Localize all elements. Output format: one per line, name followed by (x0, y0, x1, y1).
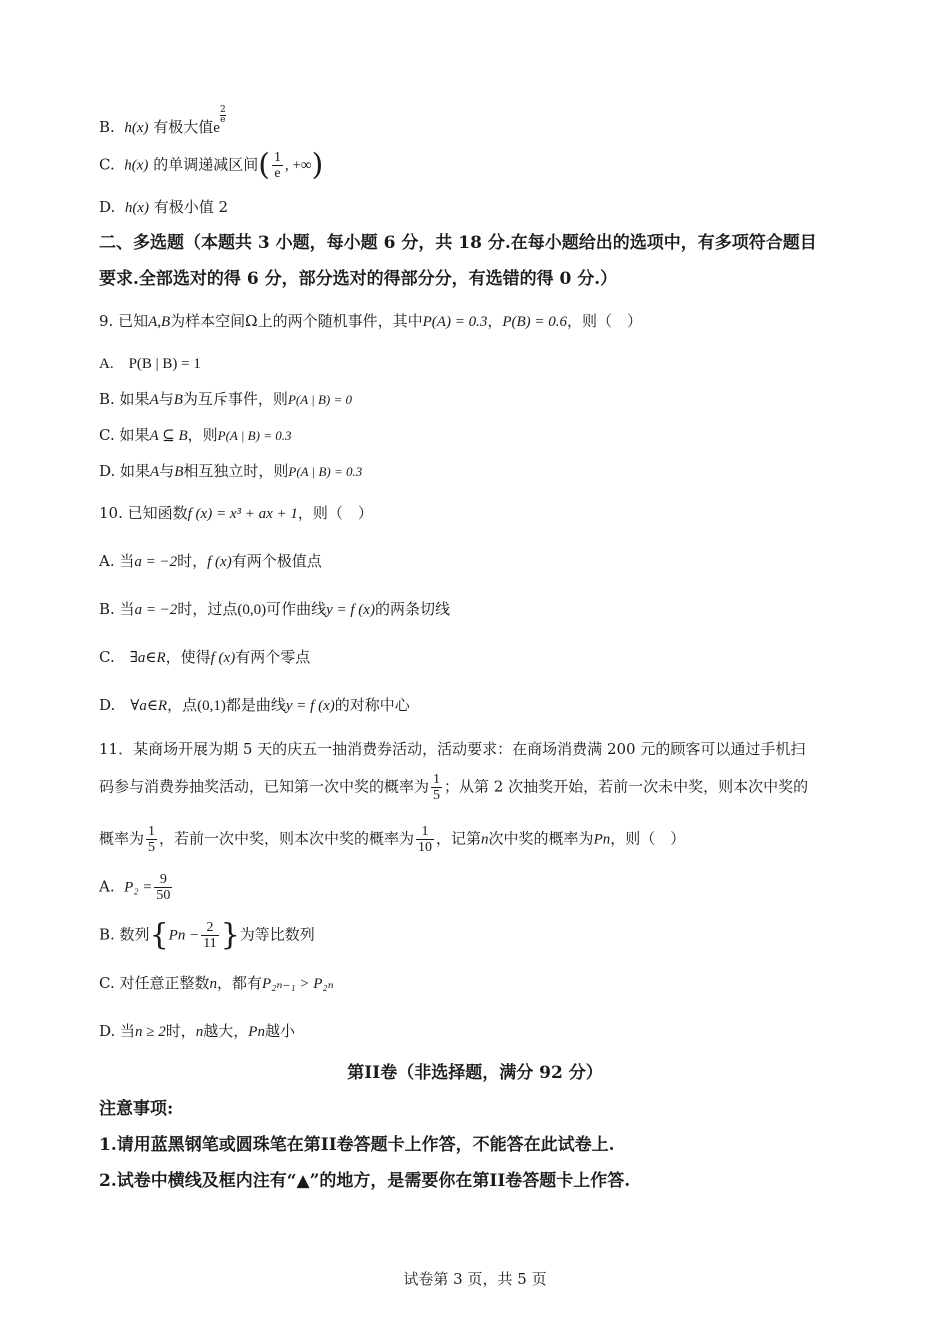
q10-option-c: C. ∃a∈R，使得f (x)有两个零点 (99, 648, 311, 666)
q11-option-d: D. 当n ≥ 2时，n越大，Pn越小 (99, 1022, 295, 1040)
q11-stem-line3: 概率为 $\frac{1}{5}$ ，若前一次中奖，则本次中奖的概率为 $\frac{1}{10}$ ，记第n次中奖的概率为Pn，则（ ） (99, 824, 686, 855)
notice-rule-2: 2.试卷中横线及框内注有“▲”的地方，是需要你在第II卷答题卡上作答. (99, 1171, 631, 1191)
q9-option-c: C. 如果A ⊆ B，则P(A | B) = 0.3 (99, 426, 292, 444)
q10-option-a: A. 当a = −2时，f (x)有两个极值点 (99, 552, 322, 570)
q11-stem-line2: 码参与消费券抽奖活动，已知第一次中奖的概率为 $\frac{1}{5}$ ；从第 2 次抽奖开始，若前一次未中奖，则本次中奖的 (99, 772, 809, 803)
q9-stem: 9. 已知A,B为样本空间Ω上的两个随机事件，其中P(A) = 0.3，P(B) = 0.6，则（ ） (99, 312, 643, 330)
q10-option-b: B. 当a = −2时，过点(0,0)可作曲线y = f (x)的两条切线 (99, 600, 450, 618)
section2-heading-line1: 二、多选题（本题共 3 小题，每小题 6 分，共 18 分.在每小题给出的选项中，有多项符合题目 (99, 233, 817, 253)
section2-heading-line2: 要求.全部选对的得 6 分，部分选对的得部分分，有选错的得 0 分.） (99, 269, 618, 289)
part2-title: 第II卷（非选择题，满分 92 分） (347, 1063, 603, 1083)
q10-stem: 10. 已知函数f (x) = x³ + ax + 1，则（ ） (99, 504, 373, 522)
q11-option-c: C. 对任意正整数n，都有P₂ₙ₋₁ > P₂ₙ (99, 974, 334, 992)
q8-option-d: D. h(x) 有极小值 2 (99, 198, 229, 216)
q11-option-a: A. P₂ = $\frac{9}{50}$ (99, 872, 171, 903)
notice-rule-1: 1.请用蓝黑钢笔或圆珠笔在第II卷答题卡上作答，不能答在此试卷上. (99, 1135, 615, 1155)
q8-option-c: C. h(x) 的单调递减区间( $\frac{1}{e}$ , +∞) (99, 147, 324, 183)
q11-option-b: B. 数列{Pn − $\frac{2}{11}$ }为等比数列 (99, 917, 315, 953)
q10-option-d: D. ∀a∈R，点(0,1)都是曲线y = f (x)的对称中心 (99, 696, 410, 714)
q9-option-d: D. 如果A与B相互独立时，则P(A | B) = 0.3 (99, 462, 363, 480)
q9-option-a: A. P(B | B) = 1 (99, 356, 201, 372)
q8-option-b: B. h(x) 有极大值e $\frac{2}{e}$ (99, 105, 226, 136)
q9-option-b: B. 如果A与B为互斥事件，则P(A | B) = 0 (99, 390, 353, 408)
page-footer: 试卷第 3 页，共 5 页 (403, 1270, 547, 1288)
q11-stem-line1: 11．某商场开展为期 5 天的庆五一抽消费券活动，活动要求：在商场消费满 200 元的顾客可以通过手机扫 (99, 740, 806, 758)
notice-heading: 注意事项: (99, 1099, 174, 1119)
